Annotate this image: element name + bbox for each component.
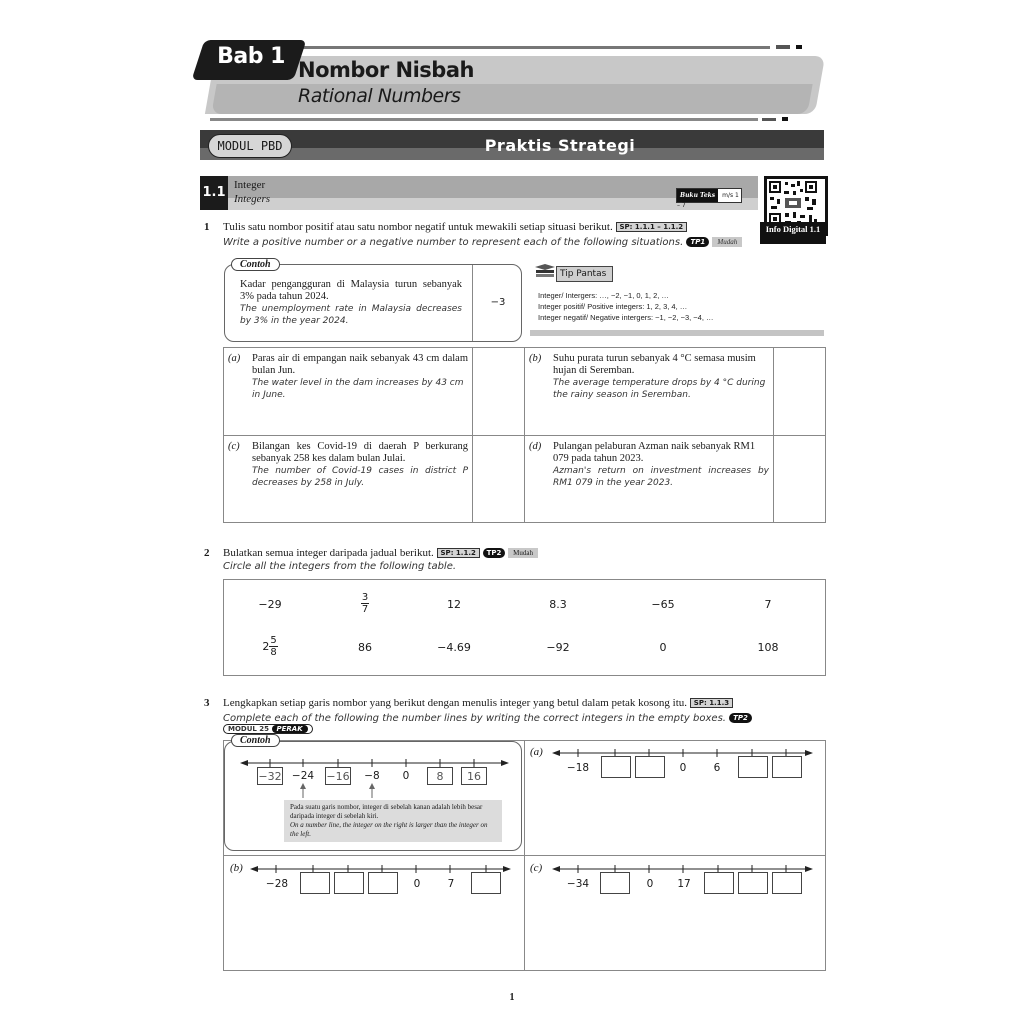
q1-part-ms: Paras air di empangan naik sebanyak 43 cm dalam bulan Jun. [252,353,468,376]
q3-b-value: 0 [413,878,421,890]
q3-modul-badge [223,724,313,734]
q1-part-en: Azman's return on investment increases by RM1 079 in the year 2023. [553,466,769,488]
q2-text-ms: Bulatkan semua integer daripada jadual berikut. [223,547,434,559]
q3-sp-badge: SP: 1.1.3 [690,698,733,708]
q1-answer-b[interactable] [775,349,824,433]
header-rule [300,46,770,49]
q3-a-answer-box[interactable] [772,756,802,778]
example-box-value: −32 [257,767,283,785]
q2-cell-mixed[interactable] [240,635,300,658]
q1-text [223,221,763,233]
q2-sp-badge: SP: 1.1.2 [437,548,480,558]
section-number: 1.1 [200,176,228,210]
buku-teks-ref [676,188,742,209]
q3-example-note [284,800,502,842]
q2-cell[interactable]: 7 [764,598,772,611]
q1-part-d [529,441,769,489]
section-title-en: Integers [234,193,271,205]
tip-line: Integer negatif/ Negative intergers: −1, −2, −3, −4, … [538,313,714,322]
q1-part-label: (c) [228,441,240,452]
q3-c-answer-box[interactable] [704,872,734,894]
fraction-numerator: 3 [361,592,369,603]
example-box-value: 16 [461,767,487,785]
tip-title: Tip Pantas [556,266,613,282]
q3-part-label: (a) [530,746,543,758]
q3-modul-state: PERAK [272,725,308,733]
q2-cell[interactable]: −92 [546,641,570,654]
q3-b-answer-box[interactable] [334,872,364,894]
q3-b-value: 7 [447,878,455,890]
q2-cell[interactable]: −29 [258,598,282,611]
tip-underline [530,330,824,336]
info-digital-label: Info Digital 1.1 [760,222,826,244]
header-dash [796,45,802,49]
modul-pbd-badge: MODUL PBD [208,134,292,158]
q3-part-label: (c) [530,862,543,874]
q3-a-value: −18 [566,762,590,774]
book-icon [534,263,556,279]
q1-part-en: The number of Covid-19 cases in district P decreases by 258 in July. [252,466,468,488]
fraction-numerator: 5 [270,635,277,646]
q1-part-ms: Pulangan pelaburan Azman naik sebanyak RM1 079 pada tahun 2023. [553,441,756,464]
q3-example-tag: Contoh [231,734,280,747]
chapter-label: Bab 1 [217,44,285,69]
fraction-denominator: 8 [270,647,277,658]
q1-part-label: (d) [529,441,542,452]
q1-level-badge: Mudah [712,237,742,247]
q2-cell[interactable]: 108 [757,641,779,654]
page-title: Nombor Nisbah [298,58,474,82]
note-en: On a number line, the integer on the right is larger than the integer on the left. [290,821,488,838]
page-number: 1 [509,992,515,1003]
q1-part-label: (b) [529,353,542,364]
q2-text-en: Circle all the integers from the following table. [223,561,457,572]
q3-c-value: 17 [677,878,691,890]
buku-teks-label: Buku Teks [677,189,718,202]
q3-b-answer-box[interactable] [300,872,330,894]
q1-example-en: The unemployment rate in Malaysia decreases by 3% in the year 2024. [240,304,462,326]
q1-answer-d[interactable] [775,437,824,521]
q1-sp-badge: SP: 1.1.1 – 1.1.2 [616,222,688,232]
q1-example-divider [472,265,473,341]
example-value: −8 [364,770,380,782]
q3-a-value: 6 [713,762,721,774]
header-dash [776,45,790,49]
example-value: 0 [402,770,410,782]
q2-cell-fraction[interactable] [335,592,395,615]
tip-line: Integer/ Intergers: …, −2, −1, 0, 1, 2, … [538,291,669,300]
example-value: −24 [291,770,315,782]
q3-a-answer-box[interactable] [601,756,631,778]
q3-a-answer-box[interactable] [738,756,768,778]
q2-cell[interactable]: 12 [447,598,461,611]
q3-text-en-line [223,713,833,735]
q3-c-value: 0 [646,878,654,890]
q1-example-text [240,279,462,327]
q1-answer-c[interactable] [474,437,522,521]
q2-cell[interactable]: −65 [651,598,675,611]
q2-cell[interactable]: −4.69 [437,641,471,654]
q3-c-answer-box[interactable] [772,872,802,894]
q3-c-answer-box[interactable] [738,872,768,894]
q3-text-ms: Lengkapkan setiap garis nombor yang berikut dengan menulis integer yang betul dalam petak kosong itu. [223,697,688,709]
q1-text-en-line [223,237,763,248]
table-divider [223,435,826,436]
q2-cell[interactable]: 0 [659,641,667,654]
q1-part-b [529,353,769,401]
q1-example-ms: Kadar pengangguran di Malaysia turun sebanyak 3% pada tahun 2024. [240,279,462,302]
q3-a-value: 0 [679,762,687,774]
q1-part-a [228,353,468,401]
q1-number: 1 [204,221,210,233]
q3-text-en: Complete each of the following the number lines by writing the correct integers in the empty boxes. [223,713,726,724]
q3-b-value: −28 [265,878,289,890]
q2-cell[interactable]: 86 [358,641,372,654]
q3-a-answer-box[interactable] [635,756,665,778]
note-ms: Pada suatu garis nombor, integer di sebelah kanan adalah lebih besar daripada integer di sebelah kiri. [290,803,483,820]
q3-c-answer-box[interactable] [600,872,630,894]
q2-level-badge: Mudah [508,548,538,558]
mixed-whole: 2 [262,640,270,653]
example-box-value: 8 [427,767,453,785]
q1-part-en: The average temperature drops by 4 °C during the rainy season in Seremban. [553,378,766,400]
q3-tp-badge: TP2 [729,713,752,723]
q2-cell[interactable]: 8.3 [549,598,567,611]
q1-part-c [228,441,468,489]
header-rule [210,118,758,121]
q1-text-en: Write a positive number or a negative number to represent each of the following situations. [223,237,684,248]
table-divider [223,855,826,856]
q1-tp-badge: TP1 [686,237,709,247]
q1-example-tag: Contoh [231,258,280,271]
q1-text-ms: Tulis satu nombor positif atau satu nombor negatif untuk mewakili setiap situasi berikut. [223,221,613,233]
q1-example-answer: −3 [490,297,506,308]
q3-b-answer-box[interactable] [368,872,398,894]
tip-line: Integer positif/ Positive integers: 1, 2, 3, 4, … [538,302,688,311]
fraction-denominator: 7 [361,604,369,615]
q2-number: 2 [204,547,210,559]
q3-part-label: (b) [230,862,243,874]
q2-number-table [223,579,826,676]
q3-number: 3 [204,697,210,709]
q1-part-label: (a) [228,353,241,364]
praktis-title: Praktis Strategi [484,136,636,155]
q1-answer-a[interactable] [474,349,522,433]
q2-text [223,547,783,559]
page-subtitle: Rational Numbers [298,85,461,107]
qr-code-icon [767,179,819,227]
header-dash [762,118,776,121]
tip-content [538,290,714,323]
q1-part-en: The water level in the dam increases by 43 cm in June. [252,378,464,400]
q3-c-value: −34 [566,878,590,890]
example-box-value: −16 [325,767,351,785]
q1-part-ms: Suhu purata turun sebanyak 4 °C semasa musim hujan di Seremban. [553,353,756,376]
q1-part-ms: Bilangan kes Covid-19 di daerah P berkurang sebanyak 258 kes dalam bulan Julai. [252,441,468,464]
q3-text [223,697,833,709]
header-dash [782,117,788,121]
q3-b-answer-box[interactable] [471,872,501,894]
section-title: Integer [234,179,266,191]
q3-modul-label: MODUL 25 [228,725,270,733]
q2-tp-badge: TP2 [483,548,506,558]
buku-teks-pages: m/s 1 – 7 [677,192,739,209]
